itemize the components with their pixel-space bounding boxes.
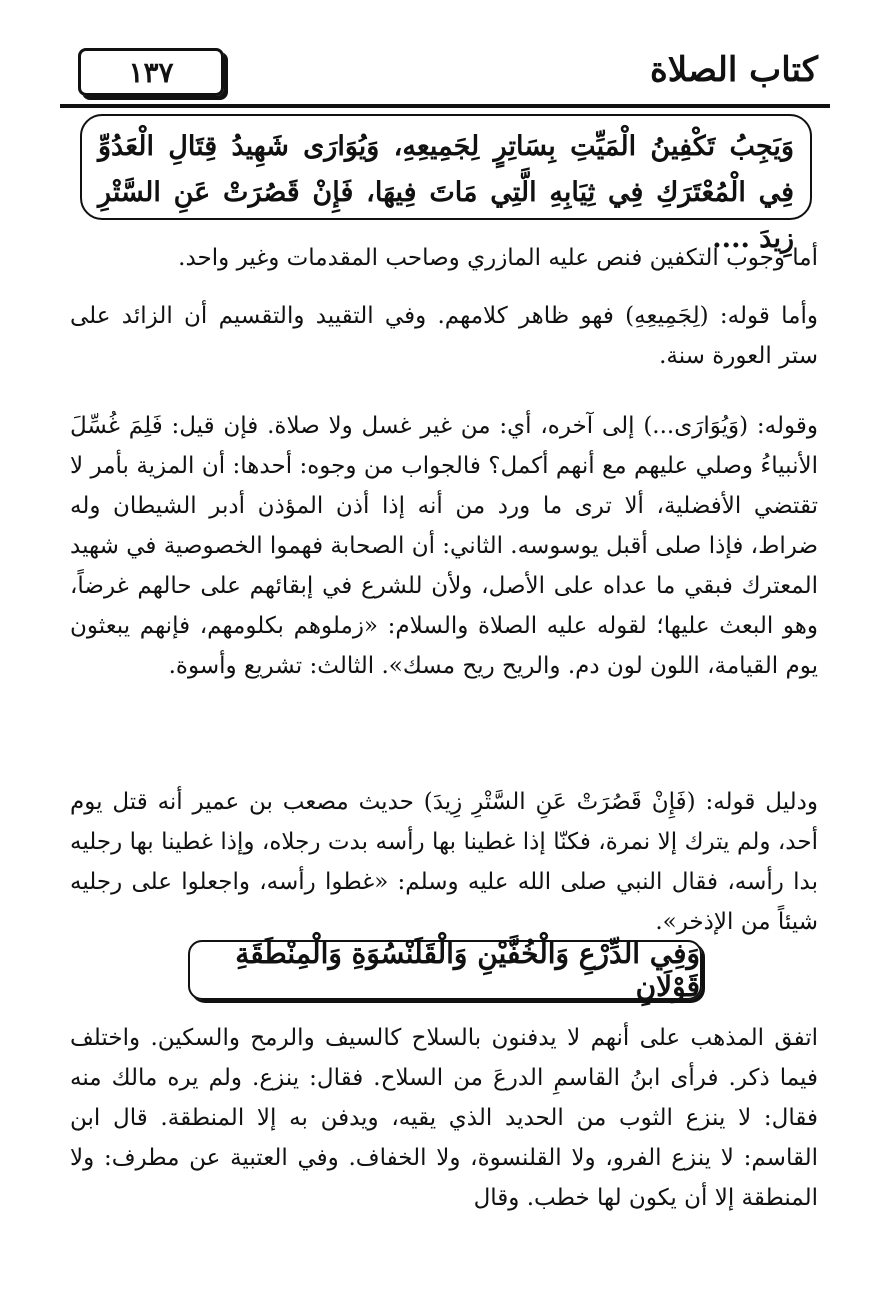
book-title: كتاب الصلاة	[649, 50, 818, 90]
section-heading: وَفِي الدِّرْعِ وَالْخُفَّيْنِ وَالْقَلَنْسُوَةِ وَالْمِنْطَقَةِ قَوْلَانِ	[188, 940, 702, 1000]
paragraph-5: اتفق المذهب على أنهم لا يدفنون بالسلاح كالسيف والرمح والسكين. واختلف فيما ذكر. فرأى ابنُ القاسمِ الدرعَ من السلاح. فقال: ينزع. ولم يره مالك منه فقال: لا ينزع الثوب من الحديد الذي يقيه، ويدفن به إلا المنطقة. قال ابن القاسم: لا ينزع الفرو، ولا القلنسوة، ولا الخفاف. وفي العتبية عن مطرف: ولا المنطقة إلا أن يكون لها خطب. وقال	[70, 1025, 818, 1211]
page-number: ١٣٧	[78, 48, 224, 96]
paragraph-2: وأما قوله: (لِجَمِيعِهِ) فهو ظاهر كلامهم. وفي التقييد والتقسيم أن الزائد على ستر العورة سنة.	[70, 303, 818, 369]
paragraph-1: أما وجوب التكفين فنص عليه المازري وصاحب المقدمات وغير واحد.	[178, 245, 818, 271]
page-header	[60, 42, 828, 102]
matn-quote-box: وَيَجِبُ تَكْفِينُ الْمَيِّتِ بِسَاتِرٍ لِجَمِيعِهِ، وَيُوَارَى شَهِيدُ قِتَالِ الْعَدُوِّ فِي الْمُعْتَرَكِ فِي ثِيَابِهِ الَّتِي مَاتَ فِيهَا، فَإِنْ قَصُرَتْ عَنِ السَّتْرِ زِيدَ ....	[80, 114, 812, 220]
paragraph-4: ودليل قوله: (فَإِنْ قَصُرَتْ عَنِ السَّتْرِ زِيدَ) حديث مصعب بن عمير أنه قتل يوم أحد، ولم يترك إلا نمرة، فكنّا إذا غطينا بها رأسه بدت رجلاه، وإذا غطينا بها رجليه بدا رأسه، فقال النبي صلى الله عليه وسلم: «غطوا رأسه، واجعلوا على رجليه شيئاً من الإذخر».	[70, 789, 818, 935]
header-divider	[60, 104, 830, 108]
paragraph-3: وقوله: (وَيُوَارَى...) إلى آخره، أي: من غير غسل ولا صلاة. فإن قيل: فَلِمَ غُسِّلَ الأنبياءُ وصلي عليهم مع أنهم أكمل؟ فالجواب من وجوه: أحدها: أن المزية بأمر لا تقتضي الأفضلية، ألا ترى ما ورد من أنه إذا أذن المؤذن أدبر الشيطان وله ضراط، فإذا صلى أقبل يوسوسه. الثاني: أن الصحابة فهموا الخصوصية في شهيد المعترك فبقي ما عداه على الأصل، ولأن للشرع في إبقائهم على حالهم غرضاً، وهو البعث عليها؛ لقوله عليه الصلاة والسلام: «زملوهم بكلومهم، فإنهم يبعثون يوم القيامة، اللون لون دم. والريح ريح مسك». الثالث: تشريع وأسوة.	[70, 413, 818, 679]
